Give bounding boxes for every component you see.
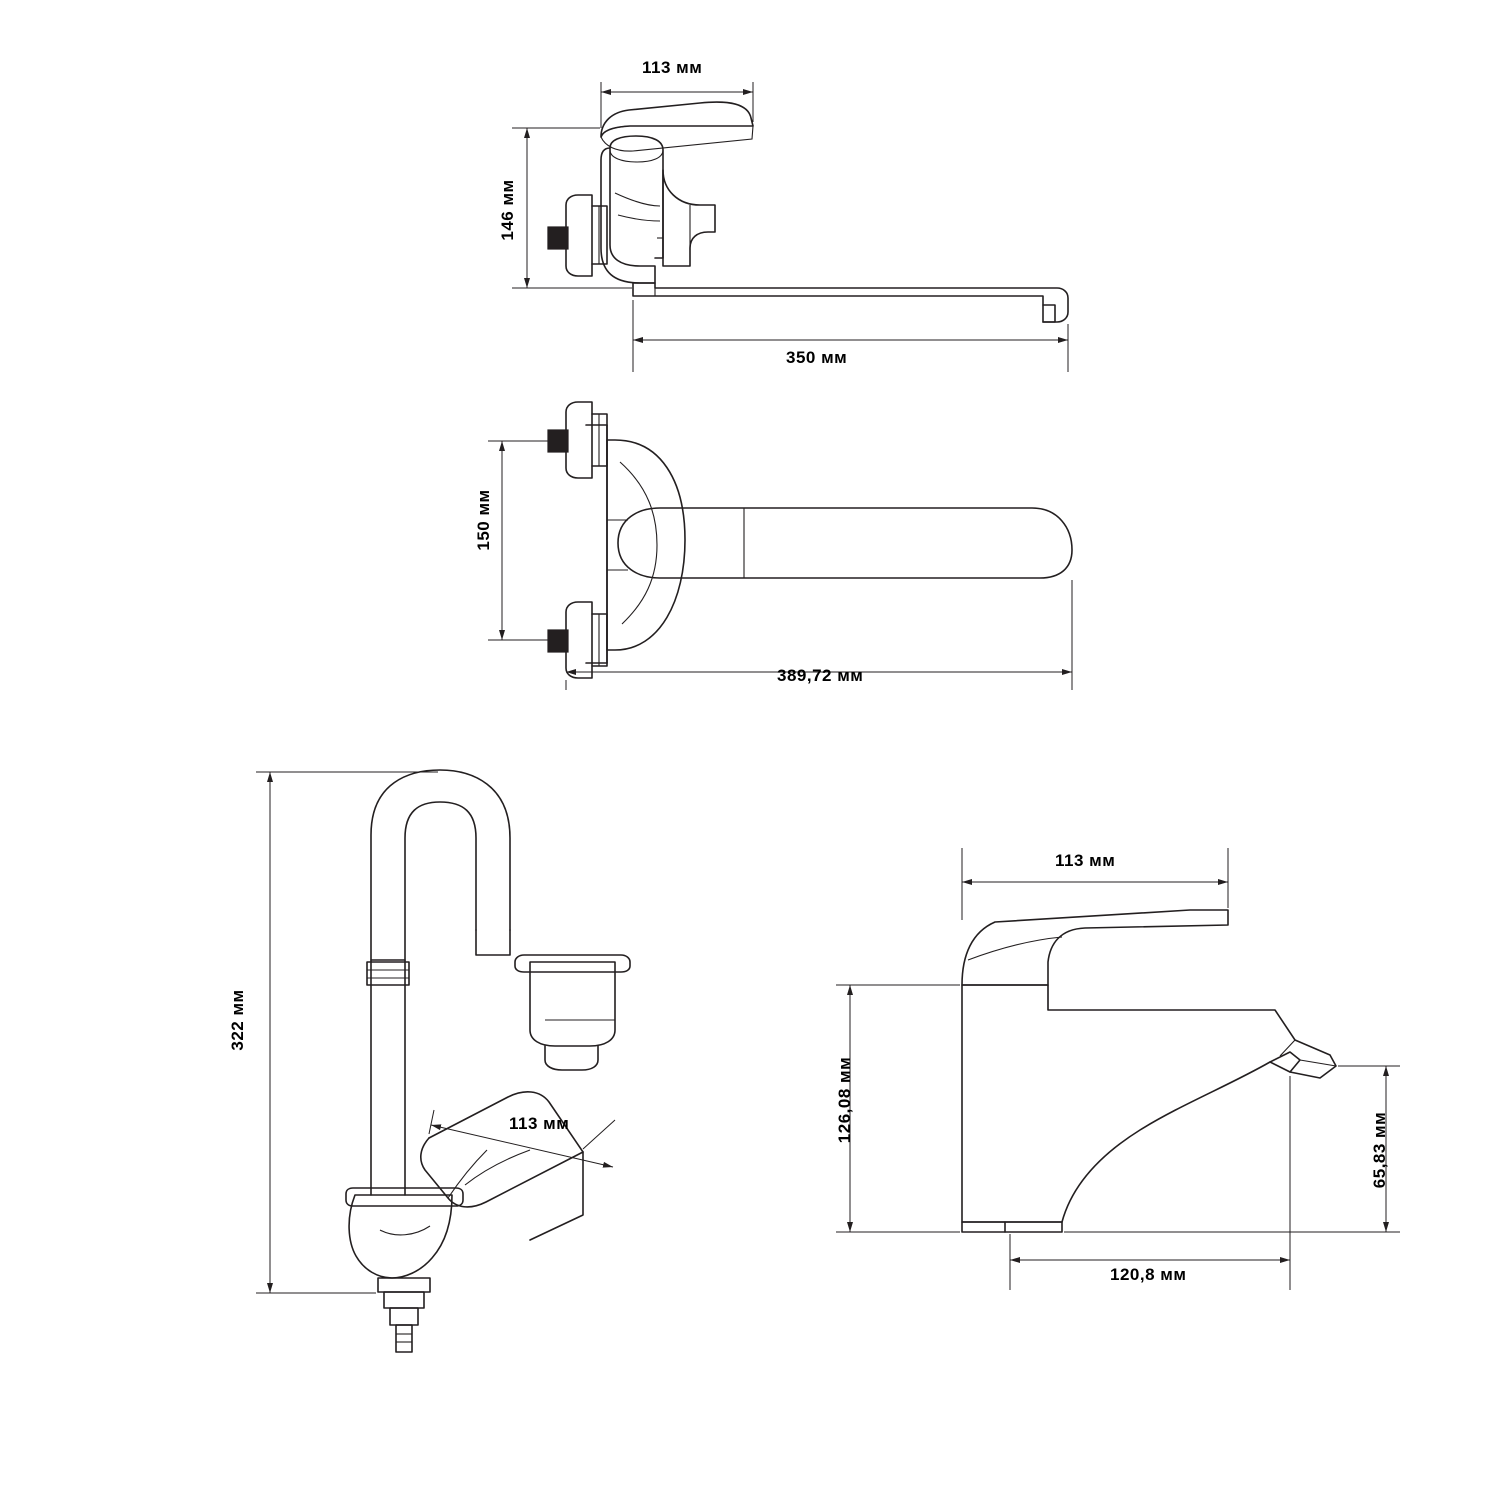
dimension-label-wall-mixer-top-centers: 150 мм: [474, 489, 493, 551]
dimension-label-wall-mixer-spout: 350 мм: [786, 348, 848, 367]
dimension-label-wall-mixer-width: 113 мм: [642, 58, 703, 77]
dimension-label-basin-mixer-height: 126,08 мм: [835, 1056, 854, 1144]
dimension-label-basin-mixer-spout-height: 65,83 мм: [1370, 1111, 1389, 1189]
dimension-label-basin-mixer-reach: 120,8 мм: [1110, 1265, 1187, 1284]
dimension-label-wall-mixer-top-length: 389,72 мм: [777, 666, 864, 685]
view-wall-mixer-front: [512, 82, 1068, 372]
dimension-label-wall-mixer-height: 146 мм: [498, 179, 517, 241]
dimension-label-kitchen-mixer-height: 322 мм: [228, 989, 247, 1051]
view-wall-mixer-top: [488, 402, 1072, 690]
dimension-label-kitchen-mixer-lever: 113 мм: [509, 1114, 570, 1133]
dimension-label-basin-mixer-width: 113 мм: [1055, 851, 1116, 870]
view-kitchen-high-spout-mixer: [256, 770, 630, 1352]
view-basin-mixer: [836, 848, 1400, 1290]
